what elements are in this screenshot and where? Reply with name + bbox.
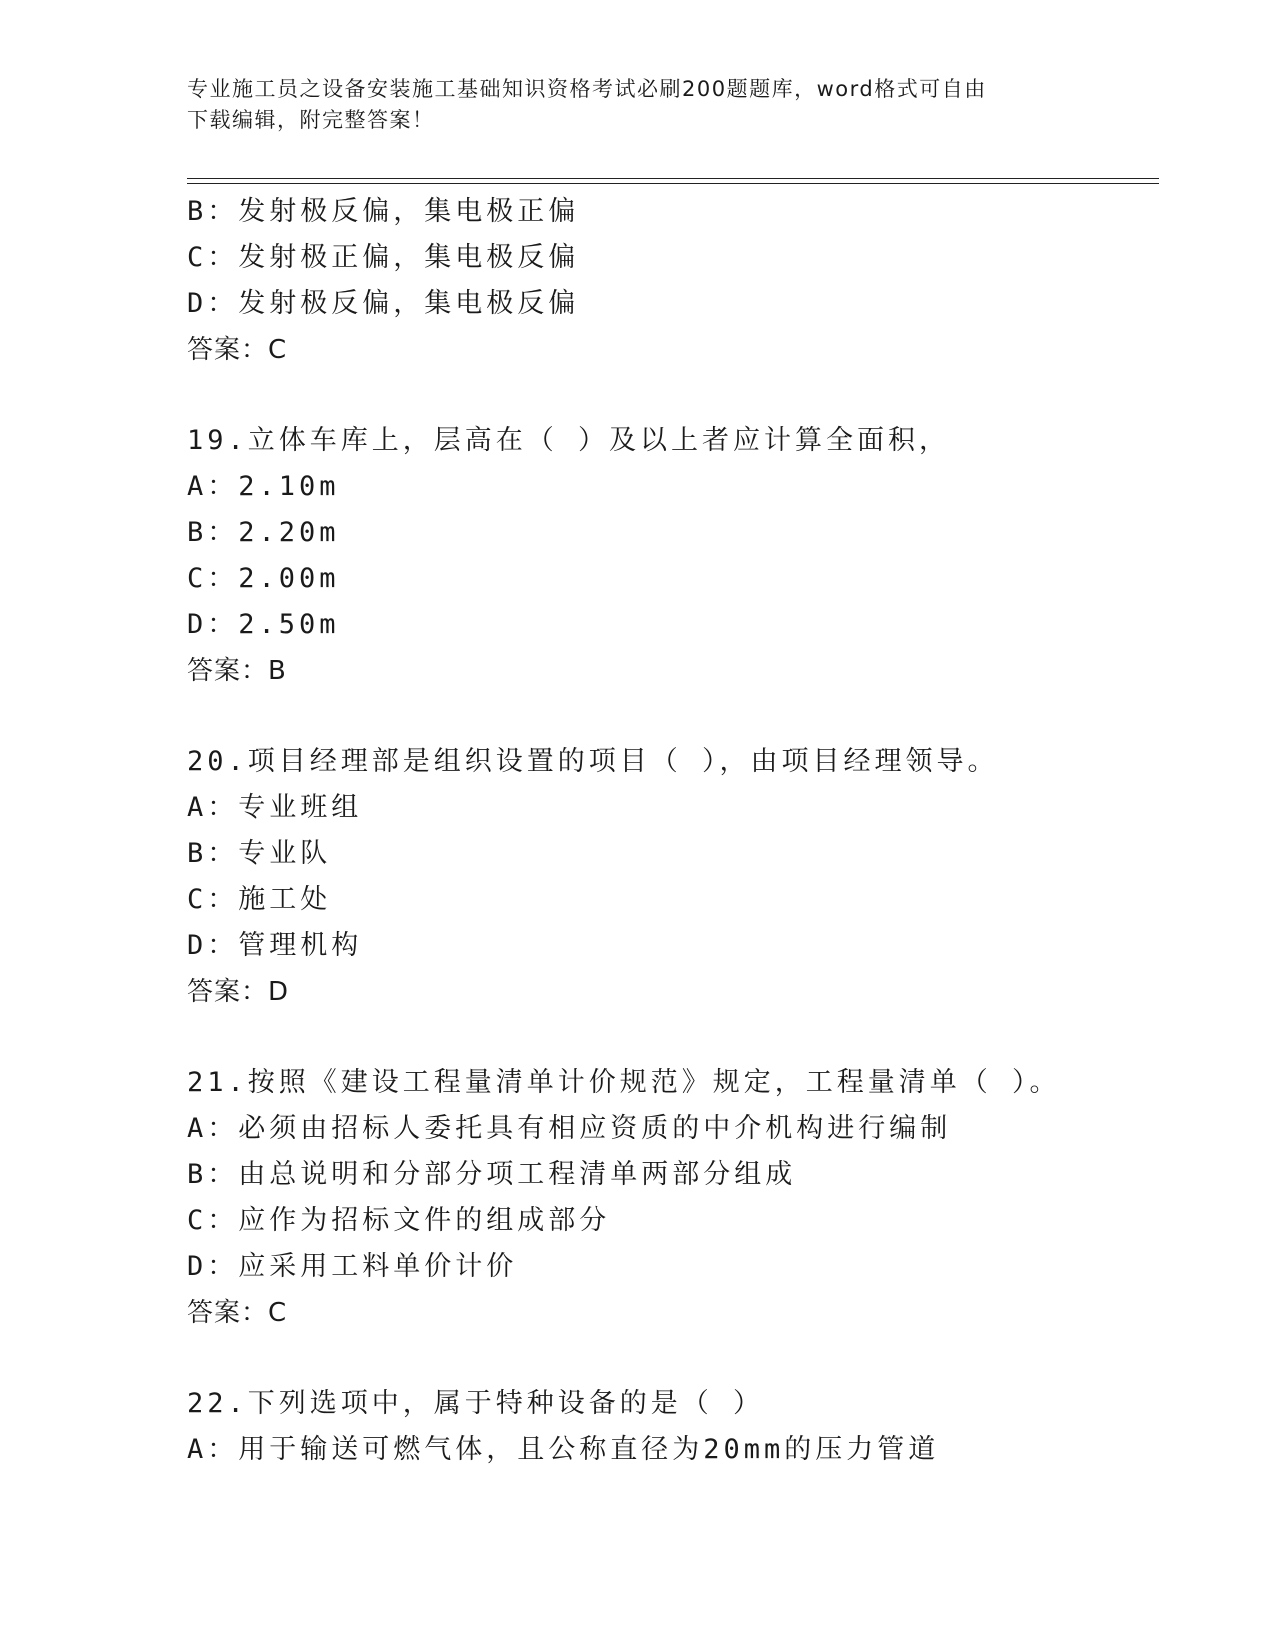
option-d: D：2.50m bbox=[187, 609, 340, 640]
option-c: C：应作为招标文件的组成部分 bbox=[187, 1205, 611, 1236]
question-text: 21.按照《建设工程量清单计价规范》规定，工程量清单（ ）。 bbox=[187, 1067, 1061, 1098]
question-block-21 bbox=[187, 1060, 1187, 1336]
option-c: C：发射极正偏，集电极反偏 bbox=[187, 242, 580, 273]
answer-label: 答案：C bbox=[187, 1298, 288, 1328]
document-header bbox=[187, 74, 1067, 136]
option-d: D：应采用工料单价计价 bbox=[187, 1251, 518, 1282]
header-title-line-2: 下载编辑，附完整答案！ bbox=[187, 108, 435, 132]
question-text: 20.项目经理部是组织设置的项目（ ），由项目经理领导。 bbox=[187, 746, 999, 777]
header-title-line-1: 专业施工员之设备安装施工基础知识资格考试必刷200题题库，word格式可自由 bbox=[187, 77, 987, 101]
question-text: 22.下列选项中，属于特种设备的是（ ） bbox=[187, 1388, 765, 1419]
question-block-18 bbox=[187, 189, 1187, 373]
answer-label: 答案：B bbox=[187, 656, 287, 686]
answer-label: 答案：D bbox=[187, 977, 290, 1007]
option-b: B：由总说明和分部分项工程清单两部分组成 bbox=[187, 1159, 797, 1190]
option-d: D：管理机构 bbox=[187, 930, 363, 961]
option-c: C：施工处 bbox=[187, 884, 332, 915]
option-b: B：发射极反偏，集电极正偏 bbox=[187, 196, 580, 227]
option-b: B：专业队 bbox=[187, 838, 332, 869]
option-a: A：用于输送可燃气体，且公称直径为20mm的压力管道 bbox=[187, 1434, 940, 1465]
option-c: C：2.00m bbox=[187, 563, 340, 594]
option-d: D：发射极反偏，集电极反偏 bbox=[187, 288, 580, 319]
header-divider-bottom bbox=[187, 183, 1159, 184]
header-divider-top bbox=[187, 178, 1159, 179]
question-text: 19.立体车库上，层高在（ ）及以上者应计算全面积， bbox=[187, 425, 951, 456]
question-block-19 bbox=[187, 418, 1187, 694]
option-a: A：2.10m bbox=[187, 471, 340, 502]
question-list bbox=[187, 189, 1187, 1473]
option-b: B：2.20m bbox=[187, 517, 340, 548]
answer-label: 答案：C bbox=[187, 335, 288, 365]
question-block-20 bbox=[187, 739, 1187, 1015]
option-a: A：专业班组 bbox=[187, 792, 363, 823]
question-block-22 bbox=[187, 1381, 1187, 1473]
option-a: A：必须由招标人委托具有相应资质的中介机构进行编制 bbox=[187, 1113, 952, 1144]
